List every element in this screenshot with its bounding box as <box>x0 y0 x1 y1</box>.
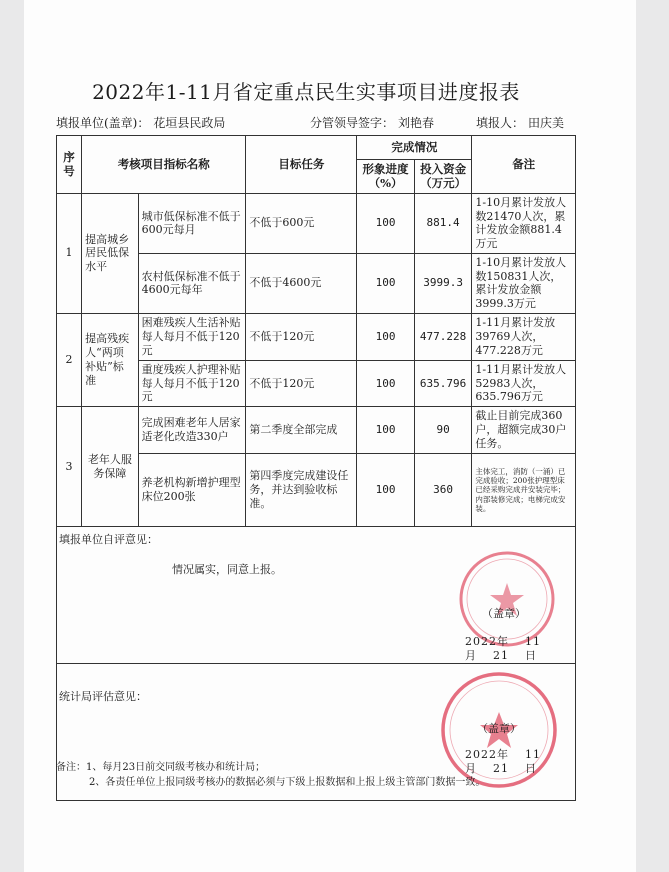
self-date-month: 11 <box>525 635 541 648</box>
row-remark: 1-10月累计发放人数150831人次，累计发放金额3999.3万元 <box>472 253 576 313</box>
stats-date-year: 2022年 <box>465 748 509 761</box>
self-opinion-text: 情况属实，同意上报。 <box>172 563 282 576</box>
stats-date-day-unit: 日 <box>525 761 537 775</box>
fill-unit-value: 花垣县民政局 <box>153 116 226 130</box>
self-date <box>457 635 575 663</box>
row-progress: 100 <box>357 313 415 360</box>
page-title: 2022年1-11月省定重点民生实事项目进度报表 <box>92 80 520 104</box>
fill-unit <box>56 114 225 131</box>
row-investment: 881.4 <box>414 193 472 253</box>
table-row <box>57 407 576 454</box>
group-seq: 3 <box>57 407 82 527</box>
row-remark: 主体完工，消防（一涌）已完成验收；200张护理型床已经采购完成并安装完毕；内部装修完成；电梯完成安装。 <box>472 454 576 527</box>
row-item: 农村低保标准不低于4600元每年 <box>138 253 246 313</box>
row-target: 不低于120元 <box>246 313 357 360</box>
header-seq: 序号 <box>57 136 82 194</box>
progress-table <box>56 135 576 801</box>
civil-affairs-seal <box>457 549 557 649</box>
row-target: 不低于600元 <box>246 193 357 253</box>
self-date-day-unit: 日 <box>525 648 537 662</box>
leader-signature <box>310 114 434 131</box>
group-name: 老年人服务保障 <box>82 407 139 527</box>
header-target: 目标任务 <box>246 136 357 194</box>
header-progress: 形象进度（%） <box>357 160 415 194</box>
reporter-value: 田庆美 <box>528 116 565 130</box>
row-progress: 100 <box>357 193 415 253</box>
row-target: 不低于4600元 <box>246 253 357 313</box>
group-name: 提高城乡居民低保水平 <box>82 193 139 313</box>
self-date-year: 2022年 <box>465 635 509 648</box>
table-row <box>57 193 576 253</box>
row-investment: 635.796 <box>414 360 472 406</box>
row-remark: 1-11月累计发放人52983人次，635.796万元 <box>472 360 576 406</box>
group-seq: 2 <box>57 313 82 406</box>
footnotes <box>56 761 485 790</box>
reporter <box>476 114 564 131</box>
row-remark: 1-10月累计发放人数21470人次，累计发放金额881.4万元 <box>472 193 576 253</box>
row-remark: 截止目前完成360户，超额完成30户任务。 <box>472 407 576 454</box>
row-target: 不低于120元 <box>246 360 357 406</box>
row-investment: 477.228 <box>414 313 472 360</box>
group-seq: 1 <box>57 193 82 313</box>
row-investment: 90 <box>414 407 472 454</box>
row-item: 完成困难老年人居家适老化改造330户 <box>138 407 246 454</box>
row-item: 困难残疾人生活补贴每人每月不低于120元 <box>138 313 246 360</box>
table-row <box>57 313 576 360</box>
row-item: 重度残疾人护理补贴每人每月不低于120元 <box>138 360 246 406</box>
row-investment: 360 <box>414 454 472 527</box>
header-investment: 投入资金（万元） <box>414 160 472 194</box>
header-remarks: 备注 <box>472 136 576 194</box>
group-name: 提高残疾人“两项补贴”标准 <box>82 313 139 406</box>
row-remark: 1-11月累计发放39769人次，477.228万元 <box>472 313 576 360</box>
stats-date-month-unit: 月 <box>465 761 477 775</box>
header-completion: 完成情况 <box>357 136 472 160</box>
fill-unit-label: 填报单位(盖章)： <box>56 116 150 130</box>
self-date-month-unit: 月 <box>465 648 477 662</box>
self-seal-label: （盖章） <box>482 607 526 620</box>
self-opinion <box>57 527 575 663</box>
row-item: 养老机构新增护理型床位200张 <box>138 454 246 527</box>
row-progress: 100 <box>357 454 415 527</box>
row-progress: 100 <box>357 360 415 406</box>
row-investment: 3999.3 <box>414 253 472 313</box>
leader-value: 刘艳春 <box>398 116 435 130</box>
reporter-label: 填报人： <box>476 116 525 130</box>
header-indicator: 考核项目指标名称 <box>82 136 246 194</box>
leader-label: 分管领导签字： <box>310 116 395 130</box>
stats-seal-label: （盖章） <box>477 722 521 735</box>
row-progress: 100 <box>357 407 415 454</box>
stats-date-day: 21 <box>493 761 509 775</box>
row-target: 第四季度完成建设任务，并达到验收标准。 <box>246 454 357 527</box>
self-date-day: 21 <box>493 648 509 662</box>
self-opinion-row <box>57 527 576 664</box>
note-2: 2、各责任单位上报同级考核办的数据必须与下级上报数据和上报上级主管部门数据一致。 <box>89 776 486 788</box>
row-item: 城市低保标准不低于600元每月 <box>138 193 246 253</box>
stats-opinion-label: 统计局评估意见： <box>59 690 147 703</box>
self-opinion-label: 填报单位自评意见： <box>59 533 158 546</box>
row-target: 第二季度全部完成 <box>246 407 357 454</box>
stats-date-month: 11 <box>525 748 541 761</box>
row-progress: 100 <box>357 253 415 313</box>
note-1: 备注：1、每月23日前交同级考核办和统计局； <box>56 762 266 773</box>
